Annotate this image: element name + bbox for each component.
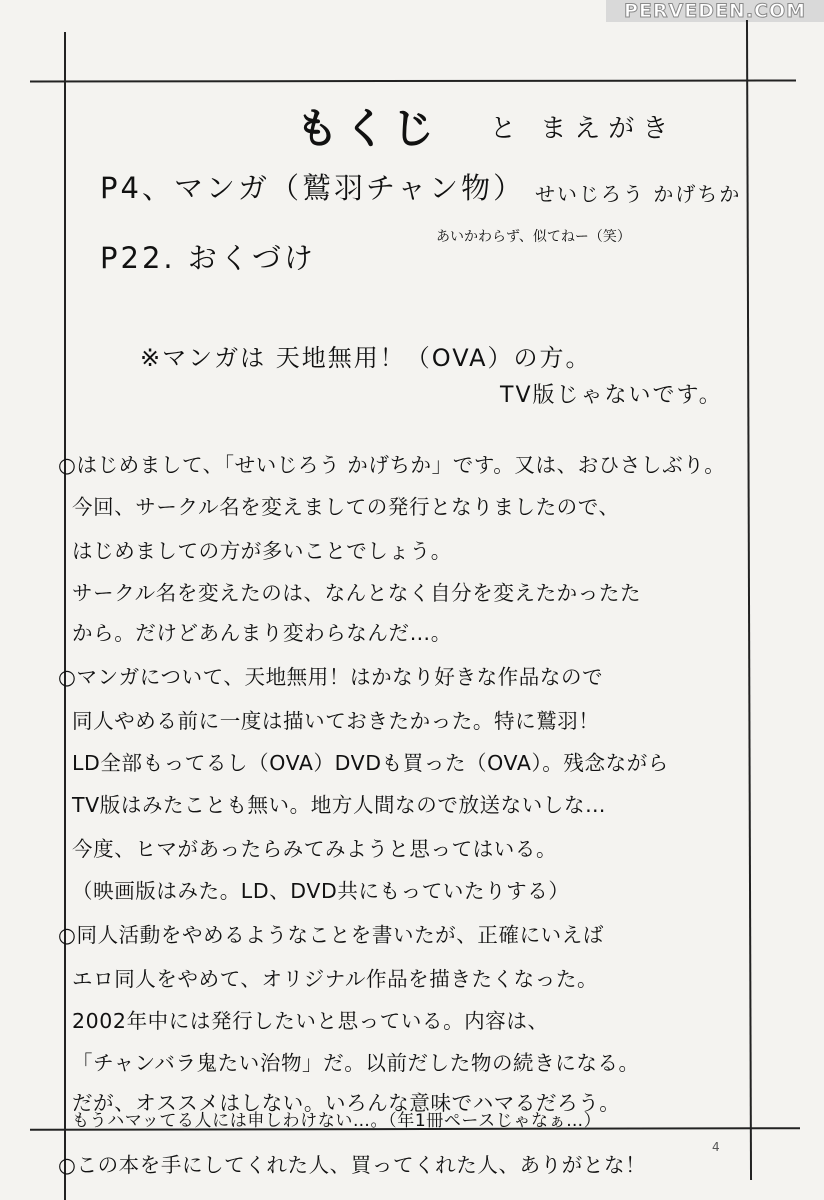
toc-item-note: あいかわらず、似てねー（笑） <box>436 229 631 245</box>
body-line: 2002年中には発行したいと思っている。内容は、 <box>72 1009 549 1033</box>
page-title: もくじ <box>296 104 441 153</box>
frame-line-top <box>30 79 796 82</box>
body-line: LD全部もってるし（OVA）DVDも買った（OVA）。残念ながら <box>72 751 669 775</box>
body-line: 「チャンバラ鬼たい治物」だ。以前だした物の続きになる。 <box>72 1051 640 1075</box>
body-line: 同人やめる前に一度は描いておきたかった。特に鷲羽！ <box>72 709 600 733</box>
body-line: エロ同人をやめて、オリジナル作品を描きたくなった。 <box>72 967 599 991</box>
body-line: ○マンガについて、天地無用！はかなり好きな作品なので <box>58 665 604 689</box>
page-subtitle: と まえがき <box>490 114 677 144</box>
notice-line-2: TV版じゃないです。 <box>500 383 723 408</box>
body-line: サークル名を変えたのは、なんとなく自分を変えたかったた <box>72 581 642 605</box>
body-line: 今度、ヒマがあったらみてみようと思ってはいる。 <box>72 837 558 861</box>
toc-item-author: せいじろう かげちか <box>535 182 742 206</box>
site-watermark: PERVEDEN.COM <box>606 0 824 22</box>
notice-line-1: ※マンガは 天地無用！（OVA）の方。 <box>140 344 592 372</box>
body-line: から。だけどあんまり変わらなんだ…。 <box>72 621 452 645</box>
body-line: TV版はみたことも無い。地方人間なので放送ないしな… <box>72 793 607 817</box>
frame-line-left <box>64 32 66 1200</box>
page-number: 4 <box>712 1140 720 1154</box>
toc-item-colophon: P22. おくづけ <box>100 241 316 275</box>
frame-line-right <box>746 20 752 1180</box>
body-line: ○同人活動をやめるようなことを書いたが、正確にいえば <box>58 923 604 947</box>
body-line: もうハマッてる人には申しわけない…。（年1冊ペースじゃなぁ…） <box>72 1111 602 1131</box>
body-line: （映画版はみた。LD、DVD共にもっていたりする） <box>72 879 570 903</box>
body-line: 今回、サークル名を変えましての発行となりましたので、 <box>72 495 620 519</box>
body-line: ○この本を手にしてくれた人、買ってくれた人、ありがとな！ <box>58 1153 647 1177</box>
body-line: はじめましての方が多いことでしょう。 <box>72 539 452 563</box>
body-line: だが、オススメはしない。いろんな意味でハマるだろう。 <box>72 1091 621 1115</box>
toc-item-manga: P4、マンガ（鷲羽チャン物） <box>100 171 526 205</box>
body-line: ○はじめまして、「せいじろう かげちか」です。又は、おひさしぶり。 <box>58 453 726 477</box>
